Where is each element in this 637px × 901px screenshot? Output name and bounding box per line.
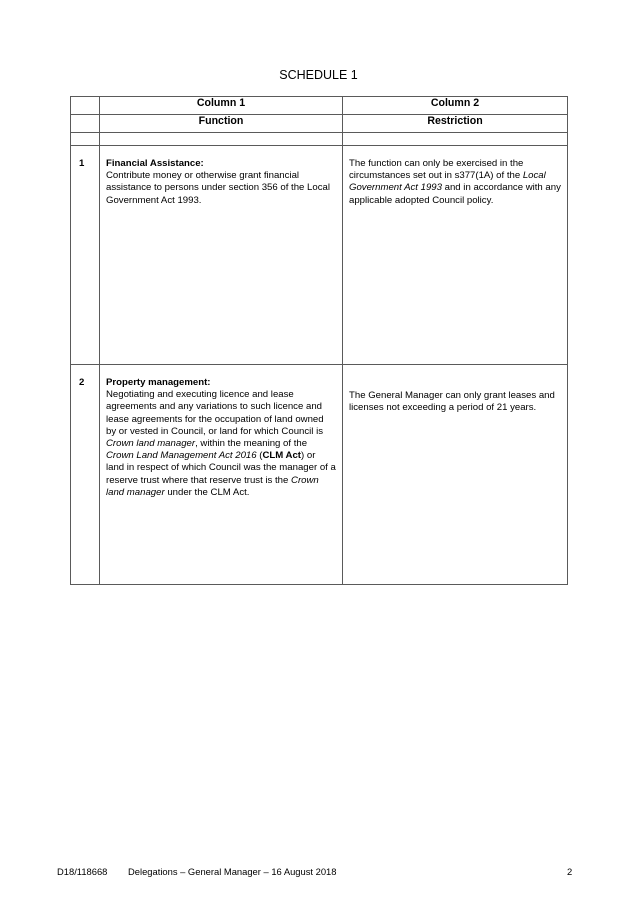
document-title: SCHEDULE 1: [279, 68, 358, 82]
restriction-cell: [343, 365, 568, 585]
header-empty-cell: [71, 97, 100, 115]
function-cell: [100, 365, 343, 585]
function-text: Contribute money or otherwise grant financial assistance to persons under section 356 of the Local Government Act 1993.: [106, 170, 330, 206]
function-text-part: under the CLM Act.: [164, 486, 250, 498]
schedule-table: [70, 96, 568, 585]
header-row-column-labels: [71, 97, 568, 115]
function-text-part: ) or land in respect of which Council was the manager of a reserve trust where that reserve trust is the: [106, 450, 336, 486]
restriction-text-part: The function can only be exercised in the circumstances set out in s377(1A) of the: [349, 158, 524, 182]
function-heading: Property management:: [106, 377, 211, 388]
table-row: [71, 365, 568, 585]
header-empty-cell: [71, 115, 100, 133]
spacer-cell: [71, 133, 100, 146]
function-text-part: Negotiating and executing licence and lease agreements and any variations to such licence and lease agreements for the occupation of land owned by or vested in Council, or land for which Council is: [106, 389, 324, 437]
page-number: 2: [567, 866, 573, 877]
table-row: [71, 146, 568, 365]
row-number: 2: [71, 365, 100, 585]
restriction-text: The General Manager can only grant leases and licenses not exceeding a period of 21 years.: [349, 390, 555, 414]
column-2-header: Column 2: [343, 97, 568, 115]
restriction-cell: [343, 146, 568, 365]
restriction-header: Restriction: [343, 115, 568, 133]
function-cell: [100, 146, 343, 365]
restriction-text-act-name: Local Government Act 1993: [349, 170, 546, 194]
function-text-part: (: [256, 450, 263, 462]
function-text-term: Crown land manager: [106, 474, 319, 498]
header-row-sub-labels: [71, 115, 568, 133]
spacer-cell: [343, 133, 568, 146]
spacer-cell: [100, 133, 343, 146]
footer-description: Delegations – General Manager – 16 August 2018: [128, 866, 337, 877]
column-1-header: Column 1: [100, 97, 343, 115]
row-number: 1: [71, 146, 100, 365]
restriction-text-part: and in accordance with any applicable adopted Council policy.: [349, 182, 561, 206]
function-text-abbrev: CLM Act: [262, 450, 302, 462]
document-reference: D18/118668: [57, 866, 108, 877]
function-heading: Financial Assistance:: [106, 158, 204, 169]
function-text-part: , within the meaning of the: [195, 438, 308, 450]
function-header: Function: [100, 115, 343, 133]
header-spacer-row: [71, 133, 568, 146]
function-text-act-name: Crown Land Management Act 2016: [106, 450, 257, 462]
function-text-term: Crown land manager: [106, 438, 196, 450]
